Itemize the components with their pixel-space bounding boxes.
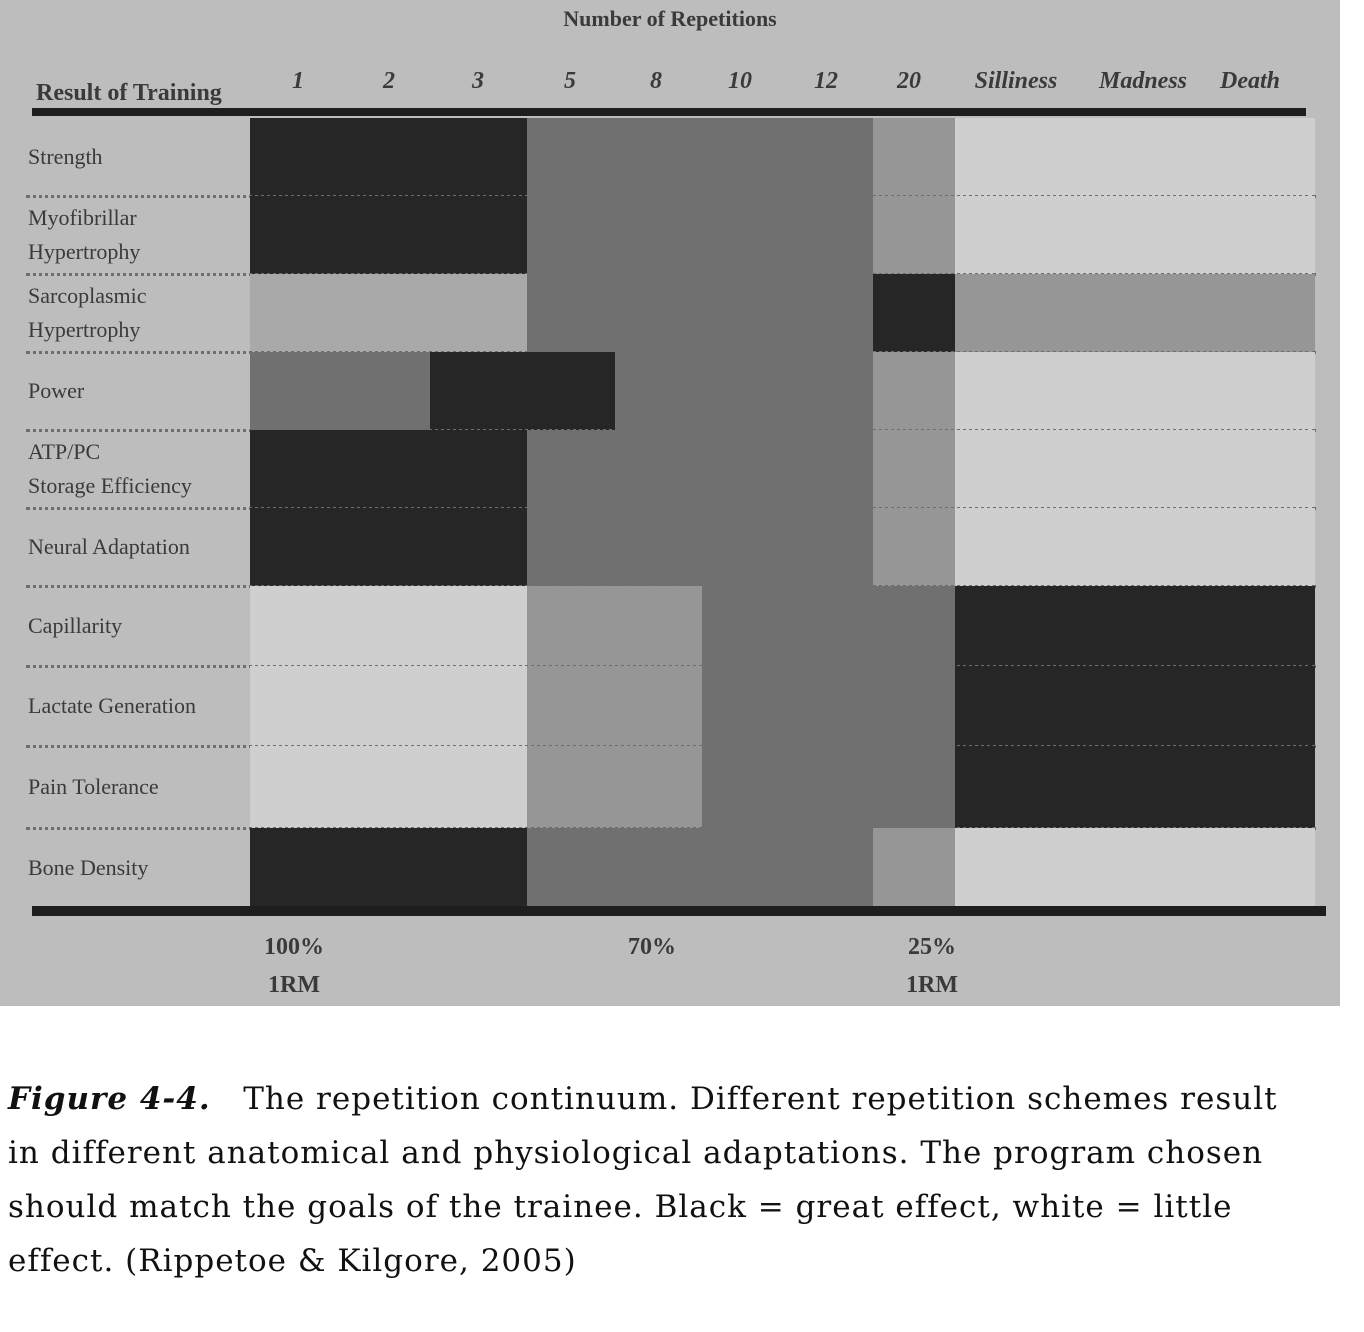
- heatmap-cell: [955, 746, 1075, 828]
- heatmap-cell: [615, 586, 702, 666]
- heatmap-cell: [615, 828, 702, 908]
- heatmap-cell: [527, 274, 615, 352]
- row-header: Result of Training: [36, 80, 222, 106]
- heatmap-cell: [955, 118, 1075, 196]
- heatmap-cell: [430, 352, 527, 430]
- heatmap-cell: [790, 196, 873, 274]
- column-label: Madness: [1098, 68, 1188, 94]
- heatmap-cell: [430, 586, 527, 666]
- chart-title: Number of Repetitions: [563, 6, 777, 31]
- heatmap-cell: [340, 508, 430, 586]
- heatmap-cell: [250, 586, 340, 666]
- heatmap-cell: [873, 508, 955, 586]
- heatmap-cell: [615, 508, 702, 586]
- row-label: Capillarity: [28, 613, 123, 638]
- heatmap-cell: [340, 196, 430, 274]
- heatmap-cell: [790, 828, 873, 908]
- heatmap-cell: [430, 828, 527, 908]
- heatmap-cell: [340, 666, 430, 746]
- column-label: 8: [650, 68, 662, 94]
- heatmap-cell: [1075, 586, 1195, 666]
- column-label: 10: [728, 68, 752, 94]
- column-label: 5: [564, 68, 576, 94]
- heatmap-cell: [615, 118, 702, 196]
- heatmap-cell: [702, 746, 790, 828]
- heatmap-cell: [873, 746, 955, 828]
- heatmap-cell: [250, 352, 340, 430]
- heatmap-cell: [1195, 666, 1315, 746]
- heatmap-cell: [430, 746, 527, 828]
- heatmap-cell: [430, 666, 527, 746]
- heatmap-cell: [340, 274, 430, 352]
- heatmap-cell: [615, 196, 702, 274]
- heatmap-cell: [1195, 352, 1315, 430]
- heatmap-cell: [527, 118, 615, 196]
- heatmap-cell: [702, 352, 790, 430]
- heatmap-cell: [873, 586, 955, 666]
- heatmap-cell: [340, 352, 430, 430]
- heatmap-cell: [527, 352, 615, 430]
- heatmap-cell: [340, 586, 430, 666]
- heatmap-cell: [250, 828, 340, 908]
- heatmap-cell: [527, 746, 615, 828]
- row-label: Neural Adaptation: [28, 534, 190, 559]
- heatmap-cell: [430, 508, 527, 586]
- heatmap-cell: [1195, 274, 1315, 352]
- heatmap-cell: [1195, 508, 1315, 586]
- heatmap-cell: [1195, 828, 1315, 908]
- heatmap-cell: [955, 352, 1075, 430]
- heatmap-cell: [250, 430, 340, 508]
- heatmap-cell: [955, 430, 1075, 508]
- heatmap-cell: [527, 666, 615, 746]
- heatmap-cell: [702, 666, 790, 746]
- heatmap-cell: [1075, 352, 1195, 430]
- heatmap-cell: [340, 746, 430, 828]
- heatmap-cell: [1195, 430, 1315, 508]
- row-label: Sarcoplasmic Hypertrophy: [28, 283, 147, 342]
- heatmap-cell: [527, 828, 615, 908]
- heatmap-cell: [1195, 746, 1315, 828]
- heatmap-cell: [615, 430, 702, 508]
- heatmap-cell: [340, 430, 430, 508]
- heatmap-cell: [702, 508, 790, 586]
- heatmap-cell: [250, 274, 340, 352]
- row-label: Lactate Generation: [28, 693, 196, 718]
- heatmap-cell: [527, 430, 615, 508]
- heatmap-cell: [340, 118, 430, 196]
- heatmap-cell: [955, 666, 1075, 746]
- heatmap-cell: [615, 746, 702, 828]
- heatmap-cell: [250, 196, 340, 274]
- heatmap-cell: [790, 430, 873, 508]
- figure-label: Figure 4-4.: [8, 1081, 211, 1117]
- heatmap-cell: [250, 746, 340, 828]
- heatmap-cell: [873, 118, 955, 196]
- heatmap-cell: [527, 196, 615, 274]
- heatmap-cell: [1075, 746, 1195, 828]
- heatmap-cell: [702, 118, 790, 196]
- heatmap-cell: [1075, 508, 1195, 586]
- row-label: Myofibrillar Hypertrophy: [28, 205, 141, 264]
- heatmap-cell: [702, 196, 790, 274]
- heatmap-cell: [790, 666, 873, 746]
- heatmap-cell: [1195, 586, 1315, 666]
- heatmap-cell: [702, 274, 790, 352]
- figure-caption: [8, 1072, 1308, 1288]
- heatmap-cell: [1075, 274, 1195, 352]
- intensity-label: 100% 1RM: [264, 934, 324, 998]
- heatmap-cell: [702, 828, 790, 908]
- heatmap-cell: [873, 666, 955, 746]
- column-label: Silliness: [974, 68, 1058, 94]
- heatmap-cell: [873, 352, 955, 430]
- heatmap-cell: [527, 586, 615, 666]
- heatmap-cell: [955, 828, 1075, 908]
- heatmap-cell: [615, 274, 702, 352]
- heatmap-cell: [1195, 118, 1315, 196]
- heatmap-cell: [527, 508, 615, 586]
- column-label: Death: [1220, 68, 1280, 94]
- heatmap-cell: [955, 508, 1075, 586]
- heatmap-cell: [250, 666, 340, 746]
- heatmap-cell: [790, 118, 873, 196]
- heatmap-cell: [615, 352, 702, 430]
- heatmap-cell: [1075, 666, 1195, 746]
- heatmap-cell: [702, 430, 790, 508]
- heatmap-cell: [790, 746, 873, 828]
- heatmap-cell: [955, 586, 1075, 666]
- row-label: Strength: [28, 144, 103, 169]
- heatmap-cell: [430, 118, 527, 196]
- heatmap-cell: [873, 196, 955, 274]
- row-label: Power: [28, 378, 85, 403]
- intensity-label: 70%: [628, 934, 676, 960]
- caption-text: The repetition continuum. Different repetition schemes result in different anatomical and physiological adaptations. The program chosen should match the goals of the trainee. Black = great effect, white = little effect. (Rippetoe & Kilgore, 2005): [8, 1081, 1278, 1279]
- row-label: Bone Density: [28, 855, 149, 880]
- bottom-rule: [32, 906, 1326, 916]
- top-rule: [32, 108, 1306, 116]
- heatmap-cell: [1075, 196, 1195, 274]
- heatmap-cell: [1075, 118, 1195, 196]
- heatmap-cell: [873, 828, 955, 908]
- heatmap-cell: [955, 274, 1075, 352]
- heatmap-cell: [1195, 196, 1315, 274]
- row-label: Pain Tolerance: [28, 774, 159, 799]
- heatmap-cell: [1075, 430, 1195, 508]
- heatmap-cell: [955, 196, 1075, 274]
- heatmap-cell: [790, 508, 873, 586]
- heatmap-cell: [873, 274, 955, 352]
- column-label: 1: [292, 68, 304, 94]
- column-label: 12: [814, 68, 838, 94]
- heatmap-cell: [430, 430, 527, 508]
- heatmap-cell: [250, 508, 340, 586]
- heatmap-cell: [790, 352, 873, 430]
- intensity-label: 25% 1RM: [906, 934, 958, 998]
- heatmap-cell: [790, 274, 873, 352]
- heatmap-cell: [873, 430, 955, 508]
- heatmap-cell: [250, 118, 340, 196]
- row-label: ATP/PC Storage Efficiency: [28, 439, 192, 498]
- column-label: 2: [383, 68, 395, 94]
- heatmap-cell: [430, 274, 527, 352]
- heatmap-cell: [340, 828, 430, 908]
- column-label: 3: [472, 68, 484, 94]
- heatmap-cell: [702, 586, 790, 666]
- heatmap-cell: [615, 666, 702, 746]
- heatmap-cell: [430, 196, 527, 274]
- column-label: 20: [897, 68, 921, 94]
- heatmap-cell: [1075, 828, 1195, 908]
- heatmap-cell: [790, 586, 873, 666]
